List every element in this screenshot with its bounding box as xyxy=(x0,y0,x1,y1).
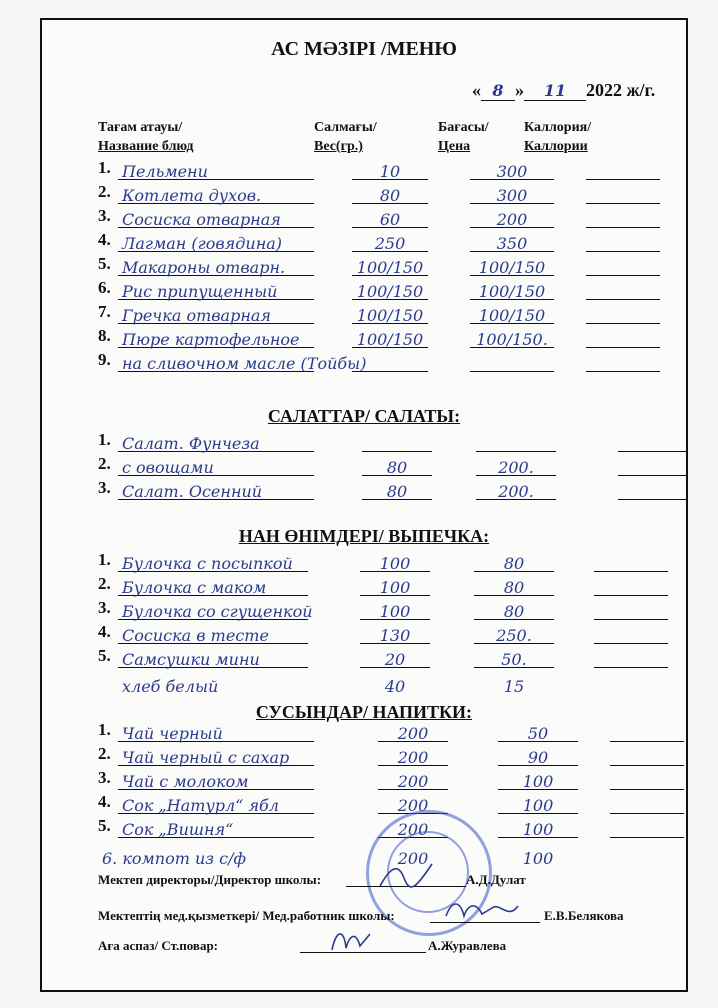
calories-line xyxy=(586,205,660,228)
price-line xyxy=(470,349,554,372)
calories-line xyxy=(594,573,668,596)
row-number: 5. xyxy=(98,254,111,273)
weight-line xyxy=(352,349,428,372)
menu-sheet xyxy=(40,18,688,992)
dish-name-line xyxy=(118,253,314,276)
price-line xyxy=(470,325,554,348)
price-line xyxy=(498,743,578,766)
price-line xyxy=(470,301,554,324)
row-number: 9. xyxy=(98,350,111,369)
dish-name-line xyxy=(118,767,314,790)
dish-name: на сливочном масле (Тойбы) xyxy=(122,354,367,373)
weight-line xyxy=(360,621,430,644)
dish-name-line xyxy=(118,325,314,348)
row-number: 3. xyxy=(98,478,111,497)
dish-name-line xyxy=(118,791,314,814)
weight-line xyxy=(378,767,448,790)
dish-weight: 80 xyxy=(386,482,408,501)
dish-name: Чай черный xyxy=(122,724,223,743)
dish-weight: 100/150 xyxy=(356,258,424,277)
bakery-extra-name: хлеб белый xyxy=(122,677,219,696)
calories-line xyxy=(610,743,684,766)
dish-price: 90 xyxy=(527,748,549,767)
weight-line xyxy=(352,229,428,252)
calories-line xyxy=(594,645,668,668)
dish-name: Булочка со сгущенкой xyxy=(122,602,313,621)
row-number: 2. xyxy=(98,182,111,201)
price-line xyxy=(474,645,554,668)
header-name-ru: Название блюд xyxy=(98,139,194,154)
main-row xyxy=(98,278,698,300)
price-line xyxy=(498,719,578,742)
weight-line xyxy=(352,301,428,324)
price-line xyxy=(470,229,554,252)
weight-line xyxy=(352,325,428,348)
price-line xyxy=(470,181,554,204)
calories-line xyxy=(586,325,660,348)
dish-price: 300 xyxy=(496,162,528,181)
header-weight-kz: Салмағы/ xyxy=(314,120,377,135)
dish-weight: 200 xyxy=(397,724,429,743)
dish-price: 80 xyxy=(503,602,525,621)
salads-row xyxy=(98,478,698,500)
date-year: 2022 ж/г. xyxy=(586,80,656,100)
dish-name: Пюре картофельное xyxy=(122,330,300,349)
dish-price: 50 xyxy=(527,724,549,743)
drinks-extra-name: 6. компот из с/ф xyxy=(102,849,246,868)
drinks-row xyxy=(98,720,698,742)
dish-weight: 200 xyxy=(397,796,429,815)
dish-name: Чай черный с сахар xyxy=(122,748,290,767)
bakery-extra-price: 15 xyxy=(503,677,525,696)
price-line xyxy=(470,253,554,276)
dish-price: 100/150 xyxy=(478,306,546,325)
director-label: Мектеп директоры/Директор школы: xyxy=(98,872,322,887)
header-cal-kz: Каллория/ xyxy=(524,120,592,135)
dish-weight: 200 xyxy=(397,772,429,791)
dish-weight: 60 xyxy=(379,210,401,229)
row-number: 4. xyxy=(98,622,111,641)
date-day: 8 xyxy=(481,81,515,101)
price-line xyxy=(476,453,556,476)
row-number: 6. xyxy=(98,278,111,297)
dish-name-line xyxy=(118,453,314,476)
price-line xyxy=(498,815,578,838)
dish-name: Котлета духов. xyxy=(122,186,262,205)
dish-price: 250. xyxy=(496,626,532,645)
row-number: 1. xyxy=(98,720,111,739)
weight-line xyxy=(362,453,432,476)
dish-name-line xyxy=(118,621,308,644)
dish-weight: 100/150 xyxy=(356,306,424,325)
director-signature xyxy=(376,858,436,892)
dish-name-line xyxy=(118,205,314,228)
dish-weight: 80 xyxy=(379,186,401,205)
dish-name: Сок „Натурл“ ябл xyxy=(122,796,279,815)
bakery-extra-row xyxy=(98,672,698,694)
row-number: 2. xyxy=(98,744,111,763)
header-weight-ru: Вес(гр.) xyxy=(314,139,363,154)
dish-name-line xyxy=(118,477,314,500)
dish-price: 100/150 xyxy=(478,282,546,301)
director-name: А.Д.Дулат xyxy=(466,872,526,887)
calories-line xyxy=(586,181,660,204)
calories-line xyxy=(586,229,660,252)
price-line xyxy=(474,573,554,596)
dish-price: 100 xyxy=(522,820,554,839)
dish-price: 200. xyxy=(498,458,534,477)
row-number: 7. xyxy=(98,302,111,321)
cook-name: А.Журавлева xyxy=(428,938,507,953)
row-number: 1. xyxy=(98,430,111,449)
dish-weight: 100/150 xyxy=(356,282,424,301)
date-close-quote: » xyxy=(515,80,524,100)
date-line xyxy=(472,80,655,101)
dish-price: 350 xyxy=(496,234,528,253)
dish-name-line xyxy=(118,743,314,766)
weight-line xyxy=(378,719,448,742)
salads-row xyxy=(98,430,698,452)
price-line xyxy=(474,621,554,644)
dish-name-line xyxy=(118,429,314,452)
calories-line xyxy=(618,453,688,476)
calories-line xyxy=(610,815,684,838)
dish-weight: 80 xyxy=(386,458,408,477)
dish-weight: 100 xyxy=(379,554,411,573)
price-line xyxy=(498,791,578,814)
main-row xyxy=(98,254,698,276)
calories-line xyxy=(586,253,660,276)
dish-price: 100 xyxy=(522,772,554,791)
row-number: 4. xyxy=(98,792,111,811)
page-title: АС МӘЗІРІ /МЕНЮ xyxy=(271,38,457,60)
calories-line xyxy=(594,549,668,572)
header-name-kz: Тағам атауы/ xyxy=(98,120,183,135)
calories-line xyxy=(586,277,660,300)
weight-line xyxy=(362,429,432,452)
main-row xyxy=(98,206,698,228)
dish-weight: 100/150 xyxy=(356,330,424,349)
weight-line xyxy=(362,477,432,500)
dish-weight: 20 xyxy=(384,650,406,669)
dish-name-line xyxy=(118,815,314,838)
dish-name-line xyxy=(118,157,314,180)
weight-line xyxy=(378,743,448,766)
dish-price: 50. xyxy=(501,650,527,669)
dish-name: Чай с молоком xyxy=(122,772,249,791)
dish-price: 300 xyxy=(496,186,528,205)
dish-name: Лагман (говядина) xyxy=(122,234,283,253)
row-number: 5. xyxy=(98,816,111,835)
date-month: 11 xyxy=(524,81,586,101)
header-price-kz: Бағасы/ xyxy=(438,120,489,135)
dish-name: Сосиска в тесте xyxy=(122,626,269,645)
dish-name: с овощами xyxy=(122,458,214,477)
calories-line xyxy=(586,301,660,324)
calories-line xyxy=(594,597,668,620)
dish-name: Макароны отварн. xyxy=(122,258,286,277)
weight-line xyxy=(360,549,430,572)
dish-name: Гречка отварная xyxy=(122,306,272,325)
dish-weight: 100 xyxy=(379,602,411,621)
medic-name: Е.В.Белякова xyxy=(544,908,624,923)
dish-name-line xyxy=(118,645,308,668)
drinks-row xyxy=(98,768,698,790)
row-number: 3. xyxy=(98,206,111,225)
price-line xyxy=(470,277,554,300)
drinks-title: СУСЫНДАР/ НАПИТКИ: xyxy=(255,702,473,722)
calories-line xyxy=(618,477,688,500)
bakery-row xyxy=(98,550,698,572)
dish-price: 200 xyxy=(496,210,528,229)
bakery-row xyxy=(98,574,698,596)
salads-title: САЛАТТАР/ САЛАТЫ: xyxy=(267,406,461,426)
header-cal-ru: Каллории xyxy=(524,139,588,154)
main-row xyxy=(98,326,698,348)
dish-name-line xyxy=(118,349,367,373)
calories-line xyxy=(594,621,668,644)
calories-line xyxy=(610,767,684,790)
row-number: 3. xyxy=(98,768,111,787)
weight-line xyxy=(360,573,430,596)
calories-line xyxy=(586,157,660,180)
dish-name: Салат. Осенний xyxy=(122,482,263,501)
cook-signature xyxy=(326,924,376,956)
bakery-row xyxy=(98,646,698,668)
medic-signature xyxy=(442,894,522,926)
dish-name-line xyxy=(118,181,314,204)
weight-line xyxy=(352,181,428,204)
weight-line xyxy=(360,597,430,620)
dish-weight: 10 xyxy=(379,162,401,181)
bakery-row xyxy=(98,622,698,644)
weight-line xyxy=(360,645,430,668)
date-open-quote: « xyxy=(472,80,481,100)
dish-price: 100/150. xyxy=(476,330,548,349)
dish-price: 100 xyxy=(522,796,554,815)
weight-line xyxy=(352,253,428,276)
dish-name: Сок „Вишня“ xyxy=(122,820,234,839)
dish-weight: 100 xyxy=(379,578,411,597)
drinks-row xyxy=(98,744,698,766)
calories-line xyxy=(610,791,684,814)
dish-name: Булочка с маком xyxy=(122,578,267,597)
header-name xyxy=(98,118,193,156)
calories-line xyxy=(618,429,688,452)
bakery-row xyxy=(98,598,698,620)
dish-weight: 200 xyxy=(397,820,429,839)
row-number: 2. xyxy=(98,574,111,593)
dish-weight: 130 xyxy=(379,626,411,645)
dish-weight: 250 xyxy=(374,234,406,253)
header-weight xyxy=(314,118,377,156)
price-line xyxy=(476,429,556,452)
row-number: 2. xyxy=(98,454,111,473)
bakery-title: НАН ӨНІМДЕРІ/ ВЫПЕЧКА: xyxy=(238,526,490,546)
calories-line xyxy=(610,719,684,742)
weight-line xyxy=(352,157,428,180)
row-number: 5. xyxy=(98,646,111,665)
main-row xyxy=(98,158,698,180)
main-row xyxy=(98,182,698,204)
medic-label: Мектептің мед.қызметкері/ Мед.работник школы: xyxy=(98,908,395,923)
row-number: 1. xyxy=(98,158,111,177)
calories-line xyxy=(586,349,660,372)
price-line xyxy=(476,477,556,500)
dish-price: 200. xyxy=(498,482,534,501)
row-number: 3. xyxy=(98,598,111,617)
header-calories xyxy=(524,118,591,156)
dish-price: 80 xyxy=(503,554,525,573)
price-line xyxy=(470,157,554,180)
cook-label: Аға аспаз/ Ст.повар: xyxy=(98,938,219,953)
dish-name: Рис припущенный xyxy=(122,282,278,301)
dish-name-line xyxy=(118,573,308,596)
dish-name-line xyxy=(118,549,308,572)
dish-weight: 200 xyxy=(397,748,429,767)
drinks-extra-price: 100 xyxy=(522,849,554,868)
row-number: 8. xyxy=(98,326,111,345)
salads-row xyxy=(98,454,698,476)
dish-name-line xyxy=(118,719,314,742)
price-line xyxy=(498,767,578,790)
header-price xyxy=(438,118,489,156)
dish-name: Сосиска отварная xyxy=(122,210,281,229)
dish-name: Самсушки мини xyxy=(122,650,260,669)
row-number: 1. xyxy=(98,550,111,569)
dish-name-line xyxy=(118,229,314,252)
main-row xyxy=(98,350,698,372)
price-line xyxy=(474,549,554,572)
dish-name-line xyxy=(118,597,313,621)
price-line xyxy=(474,597,554,620)
dish-price: 80 xyxy=(503,578,525,597)
main-row xyxy=(98,230,698,252)
dish-name-line xyxy=(118,301,314,324)
dish-name: Пельмени xyxy=(122,162,208,181)
dish-price: 100/150 xyxy=(478,258,546,277)
row-number: 4. xyxy=(98,230,111,249)
bakery-extra-weight: 40 xyxy=(384,677,406,696)
price-line xyxy=(470,205,554,228)
dish-name-line xyxy=(118,277,314,300)
dish-name: Салат. Фунчеза xyxy=(122,434,260,453)
drinks-row xyxy=(98,792,698,814)
drinks-extra-weight: 200 xyxy=(397,849,429,868)
weight-line xyxy=(352,277,428,300)
main-row xyxy=(98,302,698,324)
dish-name: Булочка с посыпкой xyxy=(122,554,293,573)
header-price-ru: Цена xyxy=(438,139,471,154)
weight-line xyxy=(352,205,428,228)
